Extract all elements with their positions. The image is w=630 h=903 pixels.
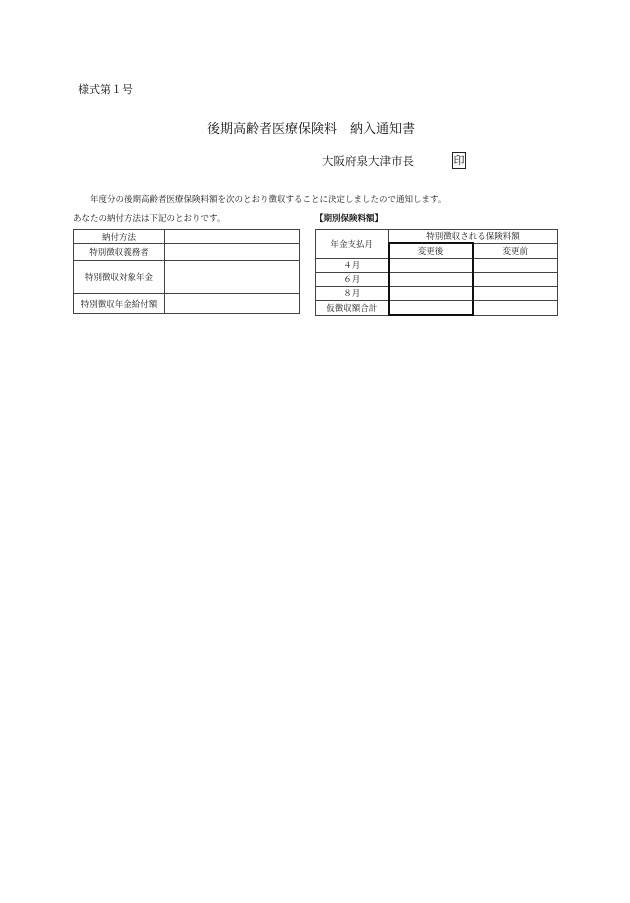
before-cell (473, 300, 558, 315)
seal-stamp: 印 (453, 154, 465, 167)
after-cell (389, 272, 473, 286)
col-header-month: 年金支払月 (316, 230, 389, 259)
payment-note: あなたの納付方法は下記のとおりです。 (73, 214, 226, 224)
before-cell (473, 272, 558, 286)
form-number: 様式第１号 (78, 83, 133, 96)
value-cell (165, 244, 300, 261)
payment-method-table (73, 229, 300, 314)
col-header-after: 変更後 (389, 243, 473, 258)
before-cell (473, 258, 558, 272)
value-cell (165, 230, 300, 244)
after-cell (389, 258, 473, 272)
col-header-before: 変更前 (473, 243, 558, 258)
row-label: 特別徴収義務者 (74, 244, 165, 261)
after-cell (389, 300, 473, 315)
value-cell (165, 294, 300, 314)
issuer: 大阪府泉大津市長 (322, 154, 414, 168)
row-label: ４月 (316, 258, 389, 272)
before-cell (473, 286, 558, 300)
row-label: 納付方法 (74, 230, 165, 244)
period-heading: 【期別保険料額】 (315, 214, 384, 224)
period-amount-table (315, 229, 558, 316)
group-header: 特別徴収される保険料額 (389, 230, 558, 244)
row-label: ６月 (316, 272, 389, 286)
row-label: 特別徴収年金給付額 (74, 294, 165, 314)
row-label: 仮徴収額合計 (316, 300, 389, 315)
document-title: 後期高齢者医療保険料 納入通知書 (207, 122, 416, 137)
after-cell (389, 286, 473, 300)
intro-text: 年度分の後期高齢者医療保険料額を次のとおり徴収することに決定しましたので通知します。 (90, 195, 447, 205)
row-label: 特別徴収対象年金 (74, 261, 165, 294)
row-label: ８月 (316, 286, 389, 300)
value-cell (165, 261, 300, 294)
